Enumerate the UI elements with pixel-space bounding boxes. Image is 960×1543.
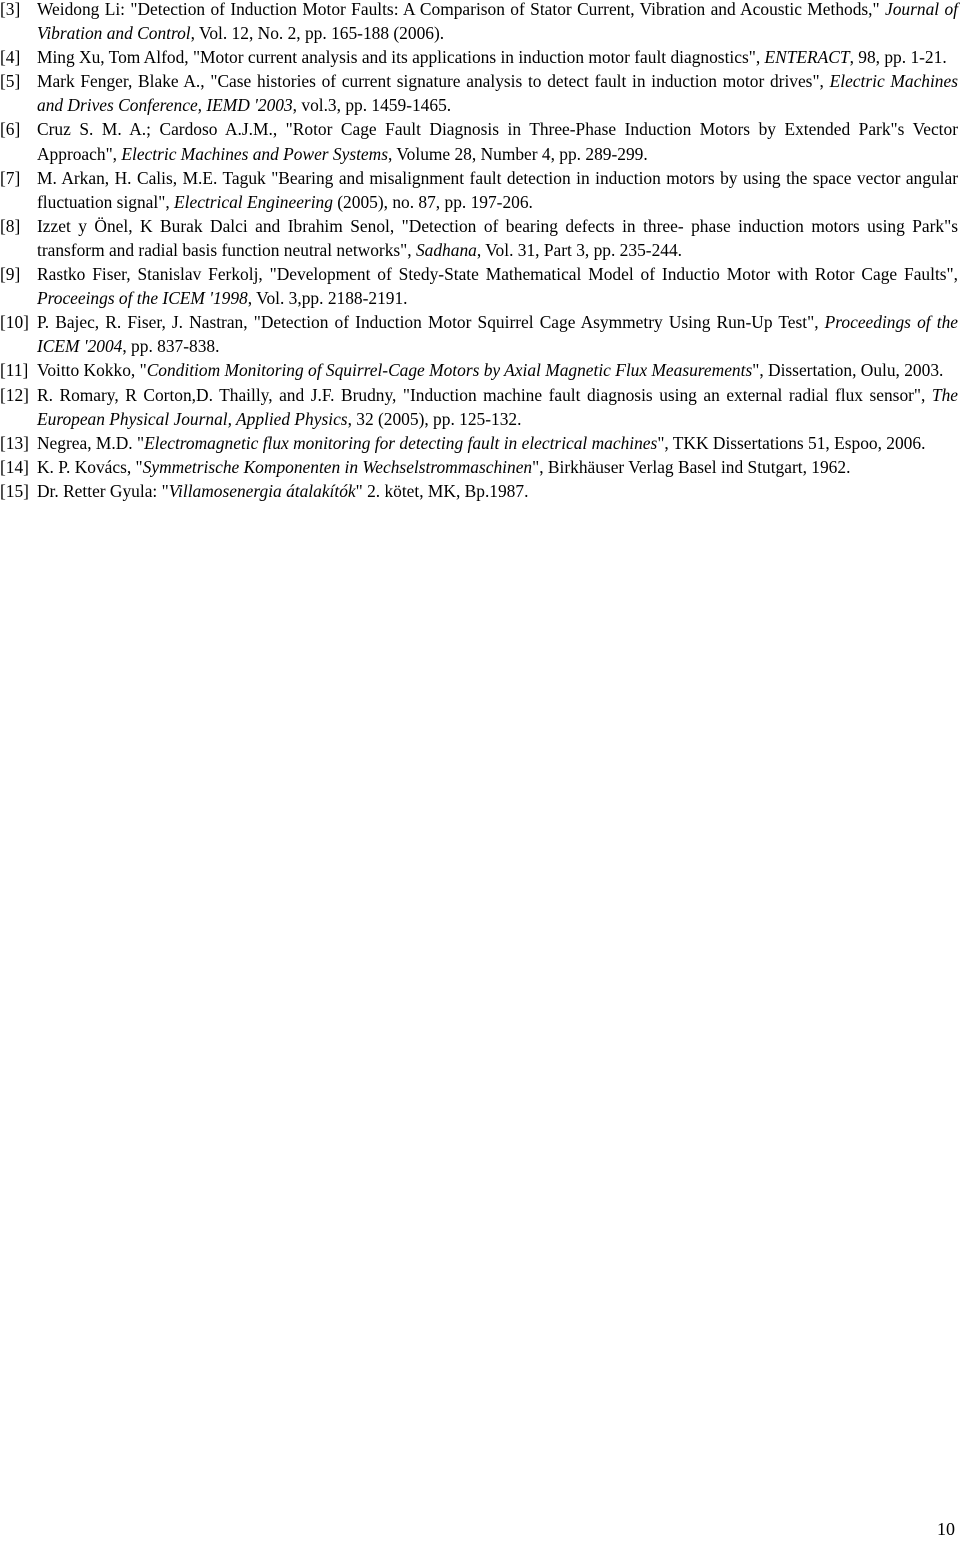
reference-item <box>0 358 958 382</box>
reference-item <box>0 214 958 262</box>
reference-text-segment: Cruz S. M. A.; Cardoso A.J.M., "Rotor Cage Fault Diagnosis in Three-Phase Induction Motors by Extended Park"s Vector Approach", <box>37 119 958 164</box>
reference-text-segment: , Volume 28, Number 4, pp. 289-299. <box>387 143 648 164</box>
reference-text-segment: ", Dissertation, Oulu, 2003. <box>752 360 944 381</box>
reference-number: [6] <box>0 119 21 140</box>
reference-number: [10] <box>0 312 29 333</box>
reference-item <box>0 117 958 165</box>
reference-item <box>0 0 958 45</box>
reference-text <box>37 0 958 45</box>
reference-number: [8] <box>0 215 21 236</box>
reference-title-italic: Conditiom Monitoring of Squirrel-Cage Motors by Axial Magnetic Flux Measurements <box>146 360 753 381</box>
reference-text <box>37 117 958 165</box>
reference-text <box>37 358 958 382</box>
reference-title-italic: ENTERACT <box>764 47 850 68</box>
reference-item <box>0 479 958 503</box>
reference-text-segment: Rastko Fiser, Stanislav Ferkolj, "Development of Stedy-State Mathematical Model of Inductio Motor with Rotor Cage Faults", <box>37 264 958 285</box>
reference-text <box>37 166 958 214</box>
page-number: 10 <box>937 1519 955 1539</box>
reference-text-segment: , 32 (2005), pp. 125-132. <box>347 408 522 429</box>
reference-text-segment: K. P. Kovács, " <box>37 456 143 477</box>
reference-title-italic: Electric Machines and Power Systems <box>121 143 388 164</box>
reference-list <box>0 0 958 503</box>
reference-item <box>0 166 958 214</box>
reference-text-segment: (2005), no. 87, pp. 197-206. <box>332 191 533 212</box>
reference-text-segment: ", Birkhäuser Verlag Basel ind Stutgart, 1962. <box>532 456 851 477</box>
reference-text <box>37 69 958 117</box>
reference-text-segment: Negrea, M.D. " <box>37 432 145 453</box>
reference-text <box>37 310 958 358</box>
reference-text <box>37 383 958 431</box>
reference-text <box>37 479 958 503</box>
reference-text-segment: , Vol. 31, Part 3, pp. 235-244. <box>476 239 682 260</box>
reference-text <box>37 45 958 69</box>
reference-text-segment: , 98, pp. 1-21. <box>849 47 947 68</box>
reference-text-segment: M. Arkan, H. Calis, M.E. Taguk "Bearing and misalignment fault detection in induction motors by using the space vector angular fluctuation signal", <box>37 167 958 212</box>
reference-item <box>0 262 958 310</box>
reference-text <box>37 262 958 310</box>
reference-text-segment: , vol.3, pp. 1459-1465. <box>292 95 452 116</box>
reference-text-segment: , Vol. 12, No. 2, pp. 165-188 (2006). <box>190 23 445 44</box>
reference-item <box>0 45 958 69</box>
reference-title-italic: The European Physical Journal, Applied Physics <box>37 384 958 429</box>
reference-text-segment: ", TKK Dissertations 51, Espoo, 2006. <box>657 432 926 453</box>
reference-text-segment: Voitto Kokko, " <box>37 360 147 381</box>
reference-text-segment: Dr. Retter Gyula: " <box>37 480 169 501</box>
reference-title-italic: Proceedings of the ICEM '2004 <box>37 312 958 357</box>
reference-text-segment: , Vol. 3,pp. 2188-2191. <box>247 288 408 309</box>
reference-number: [9] <box>0 264 21 285</box>
reference-item <box>0 383 958 431</box>
reference-text-segment: Weidong Li: "Detection of Induction Motor Faults: A Comparison of Stator Current, Vibration and Acoustic Methods," <box>37 0 885 19</box>
reference-number: [13] <box>0 432 29 453</box>
reference-title-italic: Proceeings of the ICEM '1998 <box>37 288 248 309</box>
reference-number: [14] <box>0 456 29 477</box>
reference-text-segment: P. Bajec, R. Fiser, J. Nastran, "Detection of Induction Motor Squirrel Cage Asymmetry Using Run-Up Test", <box>37 312 825 333</box>
reference-title-italic: Sadhana <box>415 239 477 260</box>
reference-text <box>37 455 958 479</box>
reference-number: [15] <box>0 480 29 501</box>
reference-number: [11] <box>0 360 29 381</box>
reference-item <box>0 455 958 479</box>
reference-number: [3] <box>0 0 21 19</box>
reference-text-segment: Ming Xu, Tom Alfod, "Motor current analysis and its applications in induction motor fault diagnostics", <box>37 47 765 68</box>
reference-text <box>37 214 958 262</box>
reference-title-italic: Journal of Vibration and Control <box>37 0 958 44</box>
reference-number: [7] <box>0 167 21 188</box>
reference-title-italic: Villamosenergia átalakítók <box>168 480 356 501</box>
reference-text-segment: Mark Fenger, Blake A., "Case histories of current signature analysis to detect fault in induction motor drives", <box>37 71 830 92</box>
reference-number: [5] <box>0 71 21 92</box>
reference-number: [4] <box>0 47 21 68</box>
reference-text <box>37 431 958 455</box>
reference-text-segment: " 2. kötet, MK, Bp.1987. <box>355 480 529 501</box>
reference-title-italic: Electromagnetic flux monitoring for detecting fault in electrical machines <box>144 432 658 453</box>
reference-text-segment: Izzet y Önel, K Burak Dalci and Ibrahim Senol, "Detection of bearing defects in three- phase induction motors using Park"s transform and radial basis function neutral networks", <box>37 215 958 260</box>
reference-title-italic: Electrical Engineering <box>174 191 333 212</box>
reference-item <box>0 310 958 358</box>
reference-text-segment: R. Romary, R Corton,D. Thailly, and J.F. Brudny, "Induction machine fault diagnosis using an external radial flux sensor", <box>37 384 932 405</box>
reference-item <box>0 69 958 117</box>
reference-number: [12] <box>0 384 29 405</box>
reference-title-italic: Electric Machines and Drives Conference, IEMD '2003 <box>37 71 958 116</box>
reference-text-segment: , pp. 837-838. <box>122 336 220 357</box>
reference-item <box>0 431 958 455</box>
reference-title-italic: Symmetrische Komponenten in Wechselstrommaschinen <box>142 456 533 477</box>
